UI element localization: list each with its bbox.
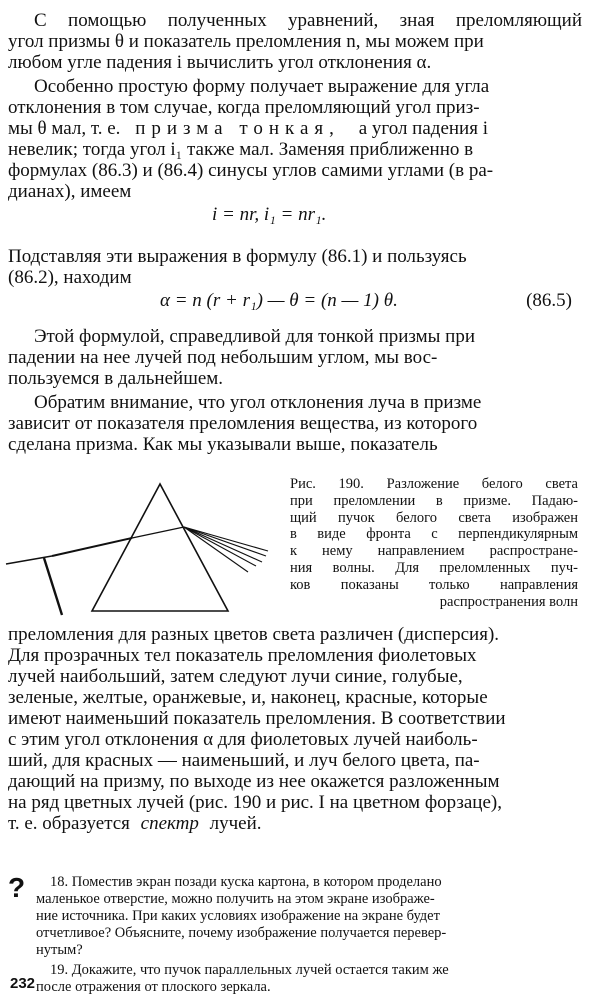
text-line: отклонения в том случае, когда преломляющий угол приз- — [8, 97, 480, 118]
paragraph-5 — [8, 392, 582, 455]
text-line: падении на нее лучей под небольшим углом, мы вос- — [8, 347, 438, 368]
paragraph-3 — [8, 246, 582, 288]
question-line: отчетливое? Объясните, почему изображение получается перевер- — [36, 925, 447, 941]
paragraph-2 — [8, 76, 582, 202]
prism-triangle — [92, 484, 228, 611]
italic-term: спектр — [140, 813, 199, 834]
text-line: Обратим внимание, что угол отклонения луча в призме — [34, 392, 482, 413]
refracted-ray-inside — [132, 527, 184, 538]
text-line — [8, 118, 582, 139]
text-line: пользуемся в дальнейшем. — [8, 368, 224, 389]
question-19 — [36, 962, 582, 996]
question-mark-icon: ? — [8, 872, 26, 903]
text-line: Подставляя эти выражения в формулу (86.1) и пользуясь — [8, 246, 467, 267]
text-line: Для прозрачных тел показатель преломления фиолетовых — [8, 645, 477, 666]
formula-i-nr: i = nr, i₁ = nr₁. — [212, 204, 327, 225]
question-18 — [36, 874, 582, 959]
incident-ray — [52, 538, 132, 556]
equation-number: (86.5) — [526, 290, 572, 311]
caption-line: при преломлении в призме. Падаю- — [290, 492, 578, 509]
text-line: зависит от показателя преломления вещества, из которого — [8, 413, 478, 434]
question-line: 19. Докажите, что пучок параллельных лучей остается таким же — [50, 962, 449, 978]
caption-line: щий пучок белого света изображен — [290, 509, 578, 526]
formula-86-5: α = n (r + r₁) — θ = (n — 1) θ. — [160, 290, 398, 311]
text-line: (86.2), находим — [8, 267, 132, 288]
caption-line: ния волны. Для преломленных пуч- — [290, 559, 578, 576]
text-line: с этим угол отклонения α для фиолетовых лучей наиболь- — [8, 729, 478, 750]
text-line — [8, 813, 582, 834]
caption-line: распространения волн — [439, 593, 578, 610]
dispersed-ray — [184, 527, 256, 566]
text-line: дианах), имеем — [8, 181, 132, 202]
text-line: лучей наибольший, затем следуют лучи синие, голубые, — [8, 666, 463, 687]
dispersed-ray — [184, 527, 248, 572]
wavefront-line — [44, 558, 62, 615]
text-line: Особенно простую форму получает выражение для угла — [34, 76, 490, 97]
spaced-emphasis: призма тонкая, — [135, 118, 340, 139]
paragraph-4 — [8, 326, 582, 389]
question-line: после отражения от плоского зеркала. — [36, 979, 271, 995]
text-line: С помощью полученных уравнений, зная преломляющий — [34, 10, 582, 31]
text-fragment: мы θ мал, т. е. — [8, 118, 121, 139]
paragraph-6 — [8, 624, 582, 834]
question-line: ние источника. При каких условиях изображение на экране будет — [36, 908, 440, 924]
text-line: невелик; тогда угол i₁ также мал. Заменяя приближенно в — [8, 139, 474, 160]
text-fragment: т. е. образуется — [8, 813, 130, 834]
caption-line: Рис. 190. Разложение белого света — [290, 476, 578, 492]
text-line: угол призмы θ и показатель преломления n, мы можем при — [8, 31, 484, 52]
caption-line: ков показаны только направления — [290, 576, 578, 593]
question-line: нутым? — [36, 942, 83, 958]
text-line: формулах (86.3) и (86.4) синусы углов самими углами (в ра- — [8, 160, 494, 181]
text-fragment: лучей. — [209, 813, 262, 834]
caption-line: к нему направлением распростране- — [290, 543, 578, 560]
prism-dispersion-figure — [0, 468, 285, 618]
text-line: любом угле падения i вычислить угол отклонения α. — [8, 52, 432, 73]
text-line: зеленые, желтые, оранжевые, и, наконец, красные, которые — [8, 687, 488, 708]
text-line: сделана призма. Как мы указывали выше, показатель — [8, 434, 438, 455]
text-line: дающий на призму, по выходе из нее окажется разложенным — [8, 771, 500, 792]
text-line: преломления для разных цветов света различен (дисперсия). — [8, 624, 500, 645]
text-line: ший, для красных — наименьший, и луч белого цвета, па- — [8, 750, 480, 771]
figure-caption — [290, 476, 578, 610]
text-line: на ряд цветных лучей (рис. 190 и рис. I на цветном форзаце), — [8, 792, 502, 813]
dispersed-ray — [184, 527, 262, 562]
page-number: 232 — [10, 975, 36, 992]
dispersed-ray — [184, 527, 268, 551]
question-line: 18. Поместив экран позади куска картона, в котором проделано — [50, 874, 442, 890]
text-fragment: а угол падения i — [358, 118, 488, 139]
text-line: Этой формулой, справедливой для тонкой призмы при — [34, 326, 476, 347]
paragraph-1 — [8, 10, 582, 73]
question-line: маленькое отверстие, можно получить на этом экране изображе- — [36, 891, 435, 907]
caption-line: в виде фронта с перпендикулярным — [290, 526, 578, 543]
text-line: имеют наименьший показатель преломления. В соответствии — [8, 708, 506, 729]
